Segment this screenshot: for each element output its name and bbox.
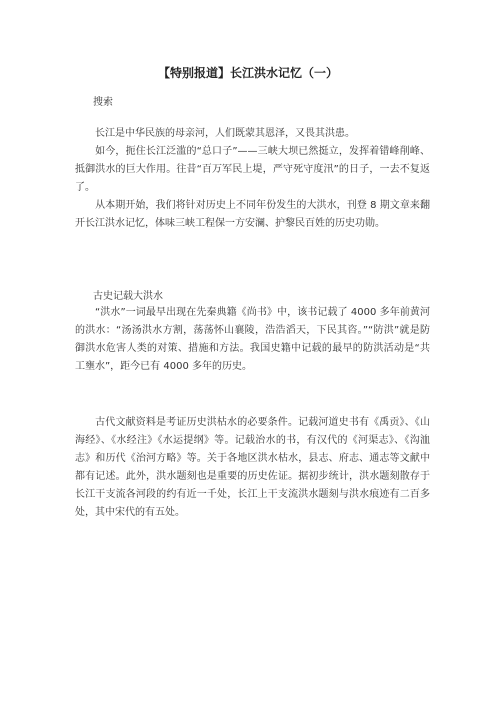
section1-paragraph <box>75 304 430 376</box>
intro-paragraph-3 <box>75 197 430 233</box>
intro-paragraph-2 <box>75 143 430 197</box>
summary-label: 搜索 <box>93 97 113 108</box>
intro-paragraph-1-text: 长江是中华民族的母亲河，人们既蒙其恩泽，又畏其洪患。 <box>95 128 355 139</box>
section2-paragraph <box>75 414 430 522</box>
section1-paragraph-text: “洪水”一词最早出现在先秦典籍《尚书》中，该书记载了 4000 多年前黄河的洪水：“汤汤洪水方割，荡荡怀山襄陵，浩浩滔天，下民其咨。”“防洪”就是防御洪水危害人类的对策、措施和方法。我国史籍中记载的最早的防洪活动是“共工壅水”，距今已有 4000 多年的历史。 <box>75 307 430 372</box>
intro-paragraph-3-text: 从本期开始，我们将针对历史上不同年份发生的大洪水，刊登 8 期文章来翻开长江洪水记忆，体味三峡工程保一方安澜、护黎民百姓的历史功勋。 <box>75 200 430 229</box>
section2-paragraph-text: 古代文献资料是考证历史洪枯水的必要条件。记载河道史书有《禹贡》、《山海经》、《水经注》《水运提纲》等。记载治水的书，有汉代的《河渠志》、《沟洫志》和历代《治河方略》等。关于各地区洪水枯水，县志、府志、通志等文献中都有记述。此外，洪水题刻也是重要的历史佐证。据初步统计，洪水题刻散存于长江干支流各河段的约有近一千处，长江上干支流洪水题刻与洪水痕迹有二百多处，其中宋代的有五处。 <box>75 417 430 518</box>
intro-paragraph-1 <box>75 125 430 143</box>
section-heading-ancient-records: 古史记载大洪水 <box>93 291 163 302</box>
intro-paragraph-2-text: 如今，扼住长江泛滥的“总口子”——三峡大坝已然挺立，发挥着错峰削峰、抵御洪水的巨大作用。往昔“百万军民上堤，严守死守度汛”的日子，一去不复返了。 <box>75 146 430 193</box>
article-title: 【特别报道】长江洪水记忆（一） <box>157 66 338 80</box>
